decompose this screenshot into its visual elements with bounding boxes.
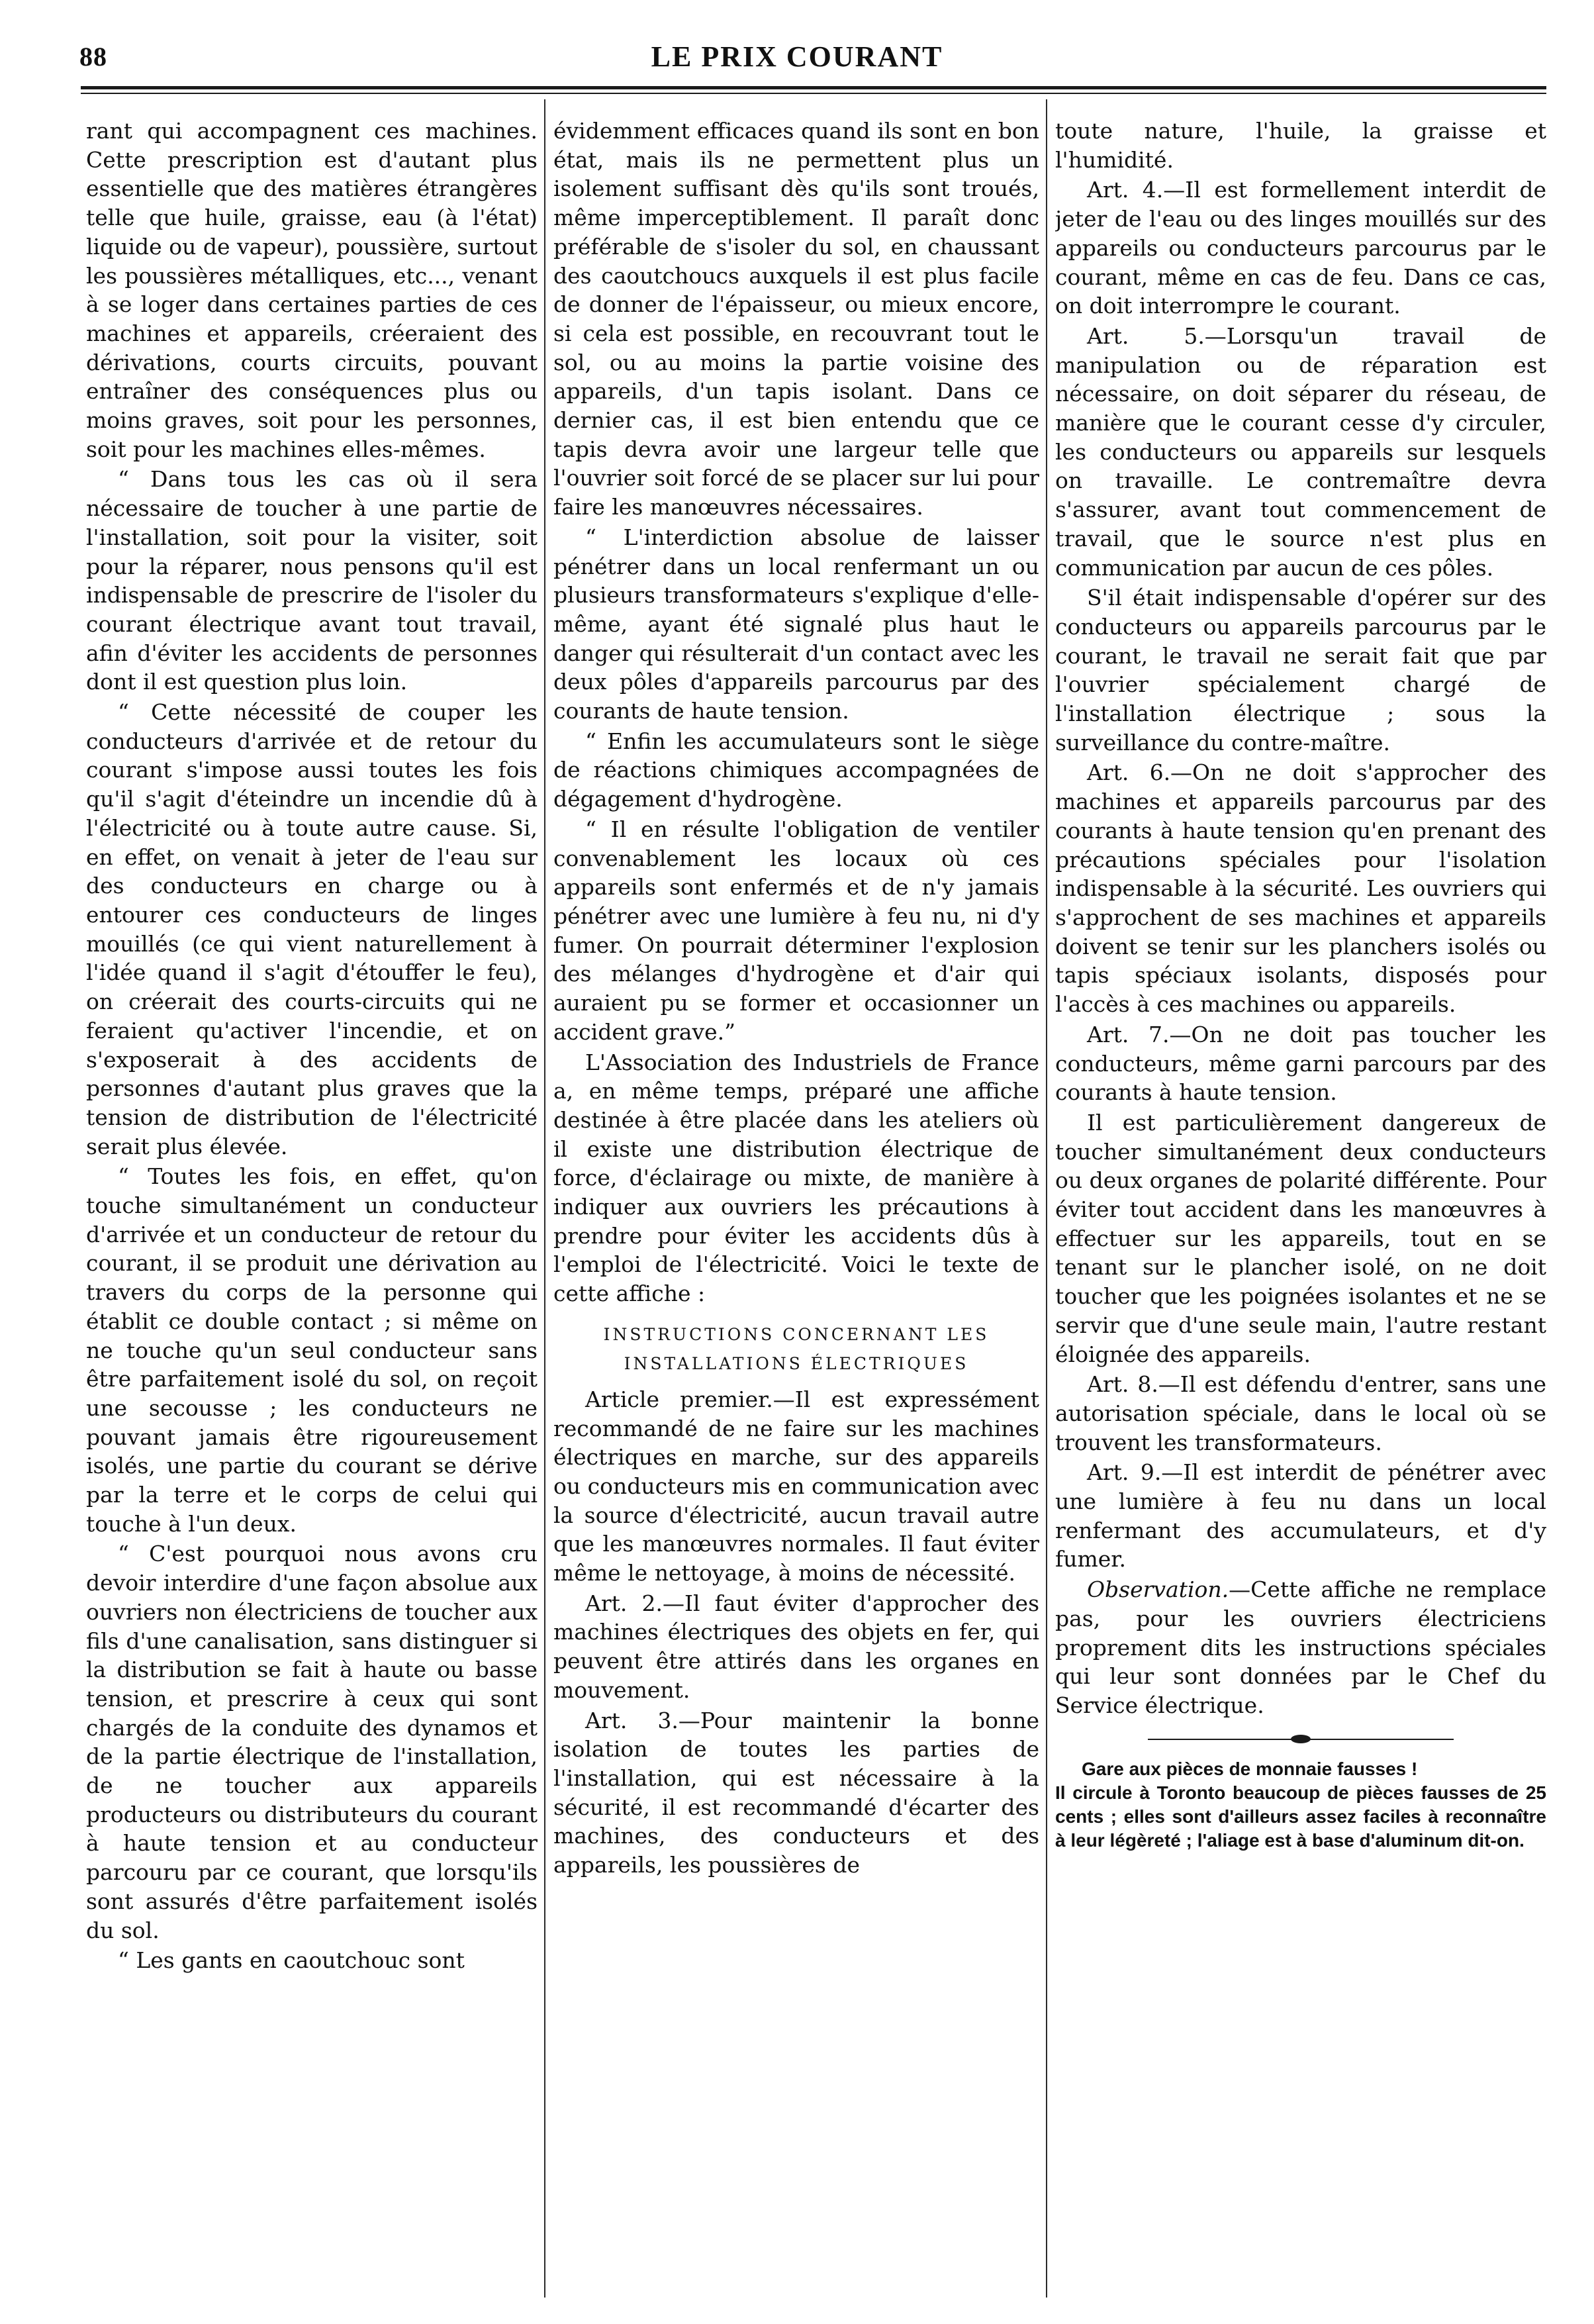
page-header bbox=[0, 34, 1594, 77]
observation-lead: Observation. bbox=[1087, 1576, 1229, 1603]
column-1 bbox=[86, 117, 538, 2298]
observation-text: —Cette affiche ne remplace pas, pour les ouvriers électriciens proprement dits les instructions spéciales qui leur sont données par le Chef du Service électrique. bbox=[1055, 1576, 1546, 1718]
column-divider-2 bbox=[1046, 99, 1047, 2298]
column-3 bbox=[1055, 117, 1546, 2298]
article-paragraph: Art. 8.—Il est défendu d'entrer, sans une autorisation spéciale, dans le local où se trouvent les transformateurs. bbox=[1055, 1371, 1546, 1455]
paragraph: évidemment efficaces quand ils sont en bon état, mais ils ne permettent plus un isolement suffisant dès qu'ils sont troués, même imperceptiblement. Il paraît donc préférable de s'isoler du sol, en chaussant des caoutchoucs auxquels il est plus facile de donner de l'épaisseur, ou mieux encore, si cela est possible, en recouvrant tout le sol, ou au moins la partie voisine des appareils, d'un tapis isolant. Dans ce dernier cas, il est bien entendu que ce tapis devra avoir une largeur telle que l'ouvrier soit forcé de se placer sur lui pour faire les manœuvres nécessaires. bbox=[553, 118, 1039, 520]
header-rule-thin bbox=[81, 93, 1546, 94]
article-paragraph: Art. 5.—Lorsqu'un travail de manipulation ou de réparation est nécessaire, on doit séparer du réseau, de manière que le courant cesse d'y circuler, les conducteurs ou appareils sur lesquels on travaille. Le contremaître devra s'assurer, avant tout commencement de travail, que le source n'est plus en communication par aucun de ces pôles. bbox=[1055, 322, 1546, 581]
paragraph: “ Enfin les accumulateurs sont le siège de réactions chimiques accompagnées de dégagement d'hydrogène. bbox=[553, 728, 1039, 812]
article-paragraph: Art. 4.—Il est formellement interdit de jeter de l'eau ou des linges mouillés sur des appareils ou conducteurs parcourus par le courant, même en cas de feu. Dans ce cas, on doit interrompre le courant. bbox=[1055, 177, 1546, 319]
header-rule-thick bbox=[81, 86, 1546, 89]
paragraph: “ Cette nécessité de couper les conducteurs d'arrivée et de retour du courant s'impose aussi toutes les fois qu'il s'agit d'éteindre un incendie dû à l'électricité ou à toute autre cause. Si, en effet, on venait à jeter de l'eau sur des conducteurs en charge ou à entourer ces conducteurs de linges mouillés (ce qui vient naturellement à l'idée quand il s'agit d'étouffer le feu), on créerait des courts-circuits qui ne feraient qu'activer l'incendie, et on s'exposerait à des accidents de personnes d'autant plus graves que la tension de distribution de l'électricité serait plus élevée. bbox=[86, 699, 538, 1159]
article-paragraph: Article premier.—Il est expressément recommandé de ne faire sur les machines électriques en marche, sur des appareils ou conducteurs mis en communication avec la source d'électricité, aucun travail autre que les manœuvres normales. Il faut éviter même le nettoyage, à moins de nécessité. bbox=[553, 1386, 1039, 1586]
column-2 bbox=[553, 117, 1039, 2298]
paragraph: Il est particulièrement dangereux de toucher simultanément deux conducteurs ou deux organes de polarité différente. Pour éviter tout accident dans les manœuvres à effectuer sur les appareils, tout en se tenant sur le plancher isolé, on ne doit toucher que les poignées isolantes et ne se servir que d'une seule main, l'autre restant éloignée des appareils. bbox=[1055, 1109, 1546, 1367]
article-paragraph: Art. 9.—Il est interdit de pénétrer avec une lumière à feu nu dans un local renfermant des accumulateurs, et d'y fumer. bbox=[1055, 1459, 1546, 1573]
paragraph: “ Les gants en caoutchouc sont bbox=[118, 1947, 465, 1974]
paragraph: “ Toutes les fois, en effet, qu'on touche simultanément un conducteur d'arrivée et un conducteur de retour du courant, il se produit une dérivation au travers du corps de la personne qui établit ce double contact ; si même on ne touche qu'un seul conducteur sans être parfaitement isolé du sol, on reçoit une secousse ; les conducteurs ne pouvant jamais être rigoureusement isolés, une partie du courant se dérive par la terre et le corps de celui qui touche à l'un deux. bbox=[86, 1163, 538, 1537]
paragraph: rant qui accompagnent ces machines. Cette prescription est d'autant plus essentielle que des matières étrangères telle que huile, graisse, eau (à l'état) liquide ou de vapeur), poussière, surtout les poussières métalliques, etc..., venant à se loger dans certaines parties de ces machines et appareils, créeraient des dérivations, courts circuits, pouvant entraîner des conséquences plus ou moins graves, soit pour les personnes, soit pour les machines elles-mêmes. bbox=[86, 118, 538, 462]
paragraph: “ Il en résulte l'obligation de ventiler convenablement les locaux où ces appareils sont enfermés et de n'y jamais pénétrer avec une lumière à feu nu, ni d'y fumer. On pourrait déterminer l'explosion des mélanges d'hydrogène et d'air qui auraient pu se former et occasionner un accident grave.” bbox=[553, 816, 1039, 1045]
notice-title: Gare aux pièces de monnaie fausses ! bbox=[1082, 1758, 1418, 1779]
observation-paragraph bbox=[1055, 1575, 1546, 1720]
paragraph: “ C'est pourquoi nous avons cru devoir interdire d'une façon absolue aux ouvriers non électriciens de toucher aux fils d'une canalisation, sans distinguer si la distribution se fait à haute ou basse tension, et prescrire à ceux qui sont chargés de la conduite des dynamos et de la partie électrique de l'installation, de ne toucher aux appareils producteurs ou distributeurs du courant à haute tension et au conducteur parcouru par ce courant, que lorsqu'ils sont assurés d'être parfaitement isolés du sol. bbox=[86, 1541, 538, 1943]
paragraph: L'Association des Industriels de France a, en même temps, préparé une affiche destinée à être placée dans les ateliers où il existe une distribution électrique de force, d'éclairage ou mixte, de manière à indiquer aux ouvriers les précautions à prendre pour éviter les accidents dûs à l'emploi de l'électricité. Voici le texte de cette affiche : bbox=[553, 1049, 1039, 1307]
paragraph: “ L'interdiction absolue de laisser pénétrer dans un local renfermant un ou plusieurs transformateurs s'explique d'elle-même, ayant été signalé plus haut le danger qui résulterait d'un contact avec les deux pôles d'appareils parcourus par des courants de haute tension. bbox=[553, 524, 1039, 724]
article-paragraph: Art. 7.—On ne doit pas toucher les conducteurs, même garni parcours par des courants à haute tension. bbox=[1055, 1021, 1546, 1106]
paragraph: toute nature, l'huile, la graisse et l'humidité. bbox=[1055, 118, 1546, 173]
running-title: LE PRIX COURANT bbox=[651, 40, 943, 73]
notice-body: Il circule à Toronto beaucoup de pièces fausses de 25 cents ; elles sont d'ailleurs assez faciles à reconnaître à leur légèreté ; l'aliage est à base d'aluminum dit-on. bbox=[1055, 1782, 1546, 1851]
page-number: 88 bbox=[79, 42, 107, 72]
ornament-dot bbox=[1291, 1735, 1311, 1743]
article-paragraph: Art. 6.—On ne doit s'approcher des machines et appareils parcourus par des courants à haute tension qu'en prenant des précautions spéciales pour l'isolation indispensable à la sécurité. Les ouvriers qui s'approchent de ses machines et appareils doivent se tenir sur les planchers isolés ou tapis spéciaux isolants, disposés pour l'accès à ces machines ou appareils. bbox=[1055, 759, 1546, 1018]
article-paragraph: Art. 2.—Il faut éviter d'approcher des machines électriques des objets en fer, qui peuvent être attirés dans les organes en mouvement. bbox=[553, 1590, 1039, 1703]
section-subheading: INSTRUCTIONS CONCERNANT LES INSTALLATIONS ÉLECTRIQUES bbox=[603, 1324, 990, 1373]
paragraph: S'il était indispensable d'opérer sur des conducteurs ou appareils parcourus par le courant, le travail ne serait fait que par l'ouvrier spécialement chargé de l'installation électrique ; sous la surveillance du contre-maître. bbox=[1055, 585, 1546, 755]
column-divider-1 bbox=[544, 99, 545, 2298]
paragraph: “ Dans tous les cas où il sera nécessaire de toucher à une partie de l'installation, soit pour la visiter, soit pour la réparer, nous pensons qu'il est indispensable de prescrire de l'isoler du courant électrique avant tout travail, afin d'éviter les accidents de personnes dont il est question plus loin. bbox=[86, 466, 538, 695]
article-paragraph: Art. 3.—Pour maintenir la bonne isolation de toutes les parties de l'installation, qui est nécessaire à la sécurité, il est recommandé d'écarter des machines, des conducteurs et des appareils, les poussières de bbox=[553, 1707, 1039, 1878]
section-ornament bbox=[1055, 1729, 1546, 1749]
